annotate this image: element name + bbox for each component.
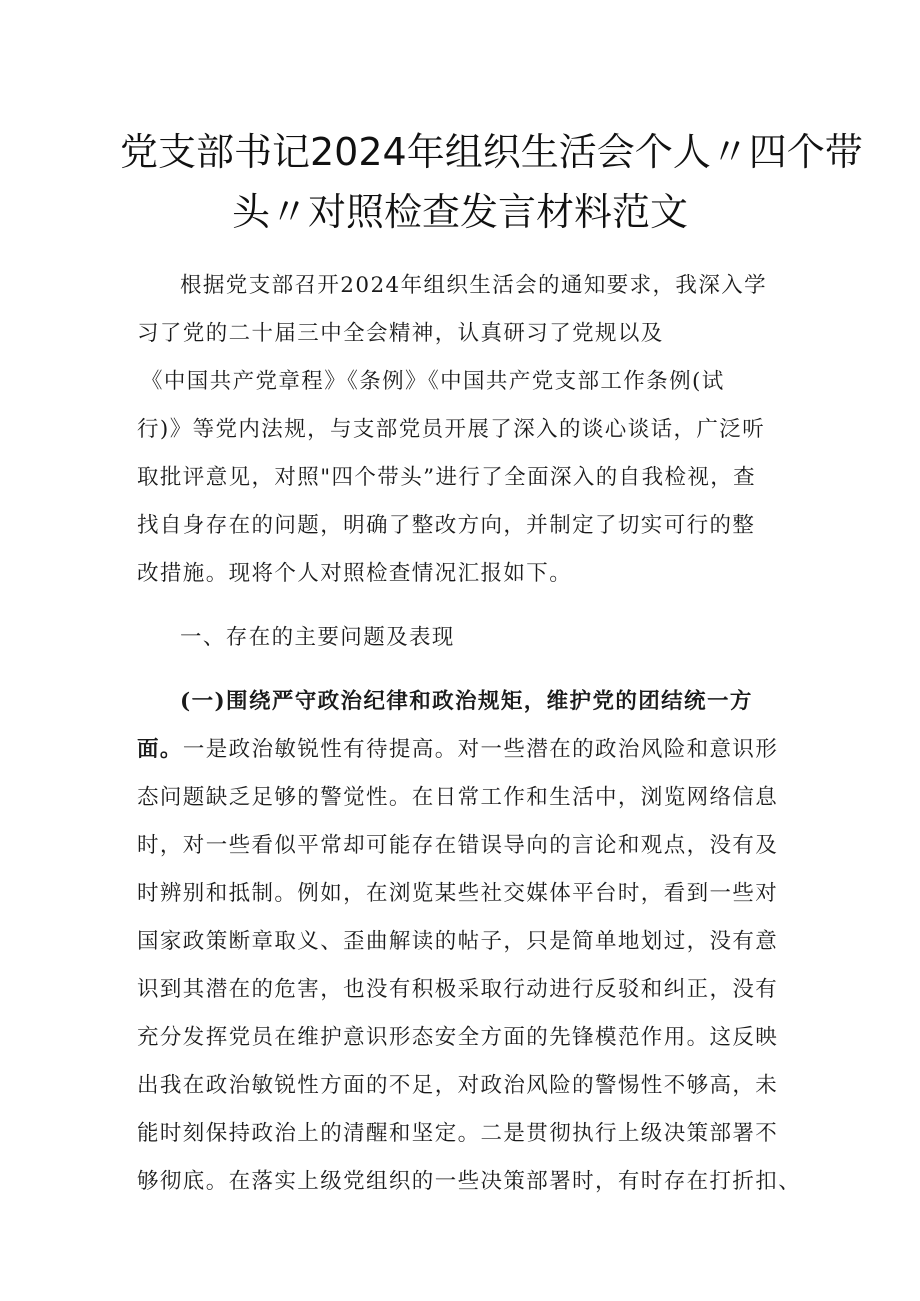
subsection-line: 国家政策断章取义、歪曲解读的帖子，只是简单地划过，没有意 [137, 929, 779, 954]
document-title [120, 122, 863, 242]
subsection-paragraph [137, 678, 802, 1206]
subsection-line: 充分发挥党员在维护意识形态安全方面的先锋模范作用。这反映 [137, 1025, 779, 1050]
title-line-2: 头〃对照检查发言材料范文 [231, 190, 688, 234]
subsection-line: 够彻底。在落实上级党组织的一些决策部署时，有时存在打折扣、 [137, 1169, 802, 1194]
intro-line: 取批评意见，对照"四个带头”进行了全面深入的自我检视，查 [137, 465, 757, 490]
subsection-line: 时，对一些看似平常却可能存在错误导向的言论和观点，没有及 [137, 833, 779, 858]
intro-line: 《中国共产党章程》《条例》《中国共产党支部工作条例(试 [141, 369, 725, 394]
subsection-line: 时辨别和抵制。例如，在浏览某些社交媒体平台时，看到一些对 [137, 881, 779, 906]
intro-line: 根据党支部召开2024年组织生活会的通知要求，我深入学 [180, 273, 768, 298]
subsection-heading: (一)围绕严守政治纪律和政治规矩，维护党的团结统一方 [180, 689, 753, 714]
intro-line: 习了党的二十届三中全会精神，认真研习了党规以及 [137, 321, 664, 346]
intro-line: 找自身存在的问题，明确了整改方向，并制定了切实可行的整 [137, 513, 756, 538]
section-heading: 一、存在的主要问题及表现 [180, 625, 455, 650]
subsection-heading-end: 面。 [137, 737, 183, 762]
subsection-line-rest: 一是政治敏锐性有待提高。对一些潜在的政治风险和意识形 [182, 737, 779, 762]
intro-line: 行)》等党内法规，与支部党员开展了深入的谈心谈话，广泛听 [137, 417, 766, 442]
subsection-line: 能时刻保持政治上的清醒和坚定。二是贯彻执行上级决策部署不 [137, 1121, 779, 1146]
intro-line: 改措施。现将个人对照检查情况汇报如下。 [137, 561, 573, 586]
intro-paragraph [137, 262, 777, 598]
subsection-line: 出我在政治敏锐性方面的不足，对政治风险的警惕性不够高，未 [137, 1073, 779, 1098]
title-line-1: 党支部书记2024年组织生活会个人〃四个带 [120, 130, 863, 174]
subsection-line [137, 726, 777, 774]
subsection-line: 态问题缺乏足够的警觉性。在日常工作和生活中，浏览网络信息 [137, 785, 779, 810]
subsection-line: 识到其潜在的危害，也没有积极采取行动进行反驳和纠正，没有 [137, 977, 779, 1002]
